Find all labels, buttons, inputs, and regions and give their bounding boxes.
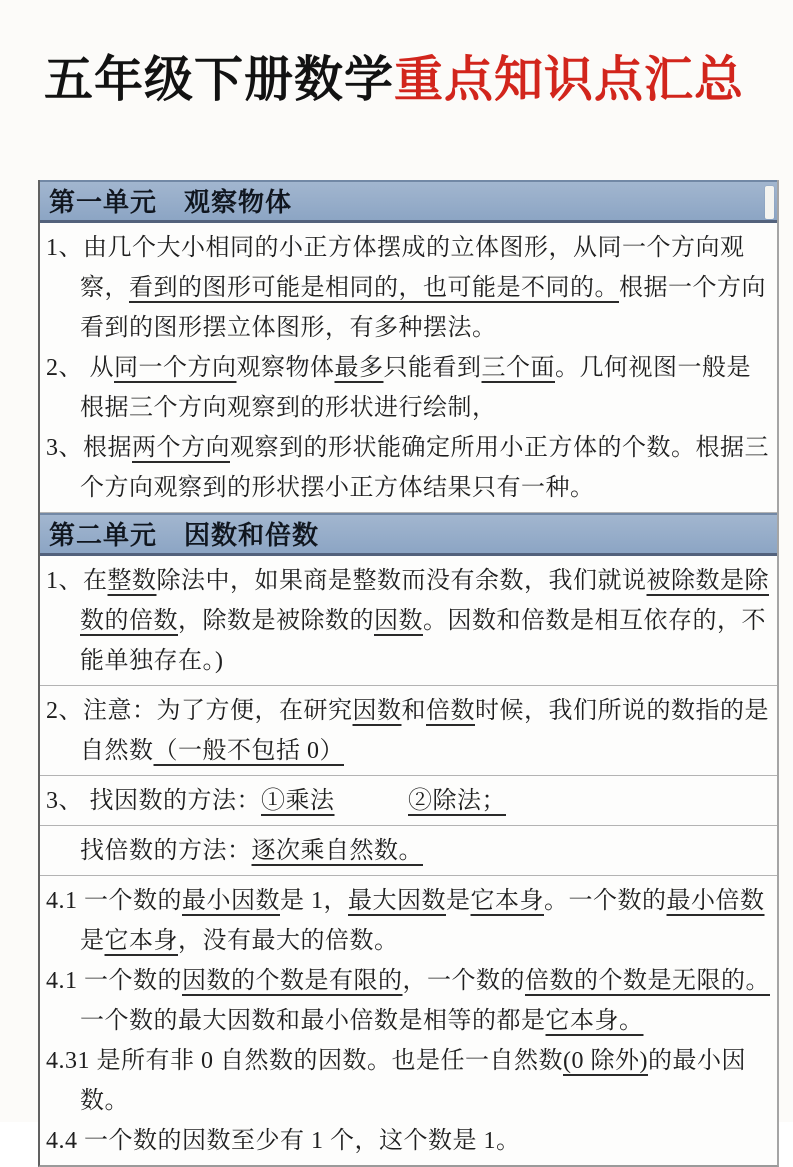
text-segment: 是 1， (280, 888, 348, 914)
underlined-text: (0 除外) (563, 1048, 648, 1074)
section-header (40, 180, 777, 223)
underlined-text: 倍数 (426, 698, 475, 724)
text-segment (335, 788, 409, 814)
list-item (46, 781, 771, 821)
text-segment: 观察物体 (236, 355, 335, 381)
text-segment: 是 (80, 928, 105, 954)
list-item (46, 691, 771, 771)
underlined-text: 因数 (374, 608, 423, 634)
underlined-text: 它本身 (104, 928, 178, 954)
table-row (40, 776, 777, 826)
underlined-text: 它本身 (470, 888, 544, 914)
text-segment: 1、在 (46, 568, 108, 594)
underlined-text: （一般不包括 0） (153, 738, 344, 764)
knowledge-table (38, 180, 779, 1167)
list-item (46, 961, 771, 1041)
text-segment: 。几何视图一般是根据三个方向观察到的形状进行绘制， (80, 355, 751, 421)
list-item (46, 881, 771, 961)
underlined-text: ①乘法 (261, 788, 335, 814)
text-segment: 。因数和倍数是相互依存的，不能单独存在。) (80, 608, 766, 674)
section-header-label: 第一单元 观察物体 (49, 187, 293, 217)
title-red-part: 重点知识点汇总 (394, 53, 745, 107)
text-segment: ，一个数的 (402, 968, 525, 994)
table-row (40, 876, 777, 1165)
underlined-text: 最小倍数 (666, 888, 765, 914)
title-black-part: 五年级下册数学 (44, 53, 395, 107)
text-segment: 2、注意：为了方便，在研究 (46, 698, 353, 724)
list-item (46, 561, 771, 681)
list-item (46, 831, 771, 871)
section-header-label: 第二单元 因数和倍数 (49, 520, 320, 550)
text-segment: ，除数是被除数的 (178, 608, 374, 634)
underlined-text: 三个面 (481, 355, 555, 381)
underlined-text: 被除数是除数的倍数 (80, 568, 769, 634)
underlined-text: 最小因数 (182, 888, 280, 914)
list-item (46, 348, 771, 428)
text-segment: 4.4 一个数的因数至少有 1 个，这个数是 1。 (46, 1128, 521, 1154)
text-segment: 观察到的形状能确定所用小正方体的个数。根据三个方向观察到的形状摆小正方体结果只有一种。 (80, 435, 769, 501)
table-row (40, 223, 777, 513)
text-segment: 的最小因数。 (80, 1048, 746, 1114)
text-segment: 时候，我们所说的数指的是自然数 (80, 698, 769, 764)
underlined-text: 同一个方向 (114, 355, 237, 381)
text-segment: 和 (401, 698, 426, 724)
list-item (46, 428, 771, 508)
text-segment: 根据一个方向看到的图形摆立体图形，有多种摆法。 (80, 275, 766, 341)
text-segment: 3、 找因数的方法： (46, 788, 261, 814)
text-segment: 。一个数的 (544, 888, 667, 914)
page-title (44, 48, 773, 112)
text-segment: 除法中，如果商是整数而没有余数，我们就说 (156, 568, 647, 594)
underlined-text: 最多 (334, 355, 384, 381)
underlined-text: 它本身。 (545, 1008, 644, 1034)
underlined-text: 整数 (107, 568, 157, 594)
text-segment: 1、由几个大小相同的小正方体摆成的立体图形，从同一个方向观察， (46, 235, 745, 301)
table-row (40, 826, 777, 876)
text-segment: 4.31 是所有非 0 自然数的因数。也是任一自然数 (46, 1048, 563, 1074)
table-row (40, 686, 777, 776)
text-segment: ，没有最大的倍数。 (178, 928, 399, 954)
underlined-text: 逐次乘自然数。 (251, 838, 423, 864)
text-segment: 只能看到 (383, 355, 482, 381)
table-row (40, 556, 777, 686)
scrollbar-thumb[interactable] (765, 186, 774, 219)
text-segment: 4.1 一个数的 (46, 968, 182, 994)
underlined-text: ②除法； (408, 788, 506, 814)
text-segment: 2、 从 (46, 355, 114, 381)
list-item (46, 228, 771, 348)
text-segment: 是 (446, 888, 471, 914)
text-segment: 3、根据 (46, 435, 132, 461)
underlined-text: 最大因数 (348, 888, 446, 914)
text-segment: 4.1 一个数的 (46, 888, 182, 914)
list-item (46, 1121, 771, 1161)
text-segment: 一个数的最大因数和最小倍数是相等的都是 (80, 1008, 546, 1034)
underlined-text: 两个方向 (132, 435, 230, 461)
underlined-text: 倍数的个数是无限的。 (525, 968, 770, 994)
section-header (40, 513, 777, 556)
underlined-text: 因数的个数是有限的 (182, 968, 403, 994)
list-item (46, 1041, 771, 1121)
underlined-text: 看到的图形可能是相同的，也可能是不同的。 (129, 275, 619, 301)
text-segment: 找倍数的方法： (80, 838, 252, 864)
underlined-text: 因数 (352, 698, 402, 724)
